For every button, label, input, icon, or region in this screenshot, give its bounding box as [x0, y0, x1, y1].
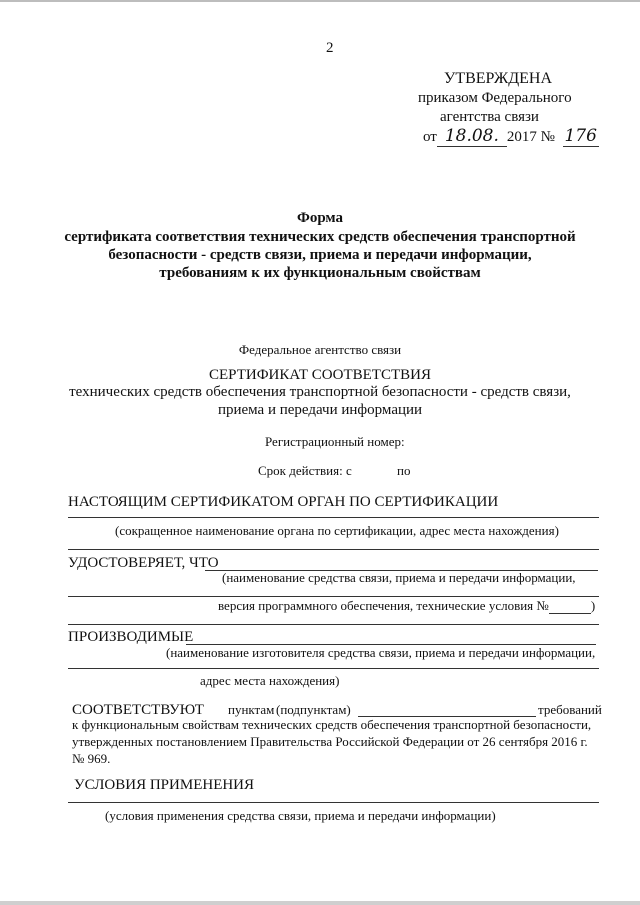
scan-bottom-edge — [0, 901, 640, 905]
form-title-line-1: Форма — [296, 210, 344, 226]
confirms-label: УДОСТОВЕРЯЕТ, ЧТО — [68, 555, 219, 571]
version-hint: версия программного обеспечения, технические условия № — [218, 598, 549, 613]
subpoints-word: (подпунктам) — [276, 702, 351, 717]
certificate-title: СЕРТИФИКАТ СООТВЕТСТВИЯ — [209, 367, 431, 383]
approval-title: УТВЕРЖДЕНА — [444, 70, 553, 87]
approval-date-line — [423, 126, 599, 147]
approval-line-2: приказом Федерального — [418, 90, 572, 106]
handwritten-number: 176 — [564, 126, 597, 146]
certificate-subtitle-1: технических средств обеспечения транспортной безопасности - средств связи, — [69, 384, 571, 400]
org-hint: (сокращенное наименование органа по сертификации, адрес места нахождения) — [115, 523, 559, 538]
handwritten-date: 18.08. — [437, 126, 507, 147]
form-title-line-3: безопасности - средств связи, приема и передачи информации, — [108, 247, 532, 263]
maker-underline-2 — [68, 668, 599, 669]
complies-word: СООТВЕТСТВУЮТ — [72, 702, 204, 718]
org-underline-2 — [68, 549, 599, 550]
validity-label: Срок действия: с — [258, 463, 352, 478]
certificate-subtitle-2: приема и передачи информации — [217, 402, 423, 418]
para-line-2: к функциональным свойствам технических средств обеспечения транспортной безопасности, — [72, 717, 592, 732]
maker-hint: (наименование изготовителя средства связи, приема и передачи информации, — [166, 645, 596, 660]
date-prefix: от — [423, 129, 437, 145]
points-word: пунктам — [228, 702, 275, 717]
conditions-label: УСЛОВИЯ ПРИМЕНЕНИЯ — [74, 777, 255, 793]
year-text: 2017 № — [506, 129, 555, 145]
org-underline — [68, 517, 599, 518]
device-hint: (наименование средства связи, приема и передачи информации, — [222, 570, 576, 585]
conditions-hint: (условия применения средства связи, приема и передачи информации) — [105, 808, 496, 823]
page-number: 2 — [326, 40, 334, 56]
device-underline-2 — [68, 596, 599, 597]
reg-number-label: Регистрационный номер: — [265, 434, 405, 449]
certifies-header: НАСТОЯЩИМ СЕРТИФИКАТОМ ОРГАН ПО СЕРТИФИКАЦИИ — [68, 494, 499, 510]
scan-top-edge — [0, 0, 640, 2]
requirements-word: требований — [538, 702, 602, 717]
validity-to: по — [397, 463, 411, 478]
produced-label: ПРОИЗВОДИМЫЕ — [68, 629, 194, 645]
version-close: ) — [590, 598, 596, 613]
version-underline — [68, 624, 599, 625]
form-title-line-4: требованиям к их функциональным свойствам — [159, 265, 481, 281]
para-line-3: утвержденных постановлением Правительства Российской Федерации от 26 сентября 2016 г. — [72, 734, 588, 749]
version-hint-line — [218, 598, 595, 614]
approval-line-3: агентства связи — [440, 109, 539, 125]
conditions-underline — [68, 802, 599, 803]
agency-name: Федеральное агентство связи — [238, 342, 402, 357]
form-title-line-2: сертификата соответствия технических средств обеспечения транспортной — [64, 229, 576, 245]
address-hint: адрес места нахождения) — [200, 673, 340, 688]
para-line-4: № 969. — [72, 751, 111, 766]
spec-number-blank — [549, 599, 591, 614]
